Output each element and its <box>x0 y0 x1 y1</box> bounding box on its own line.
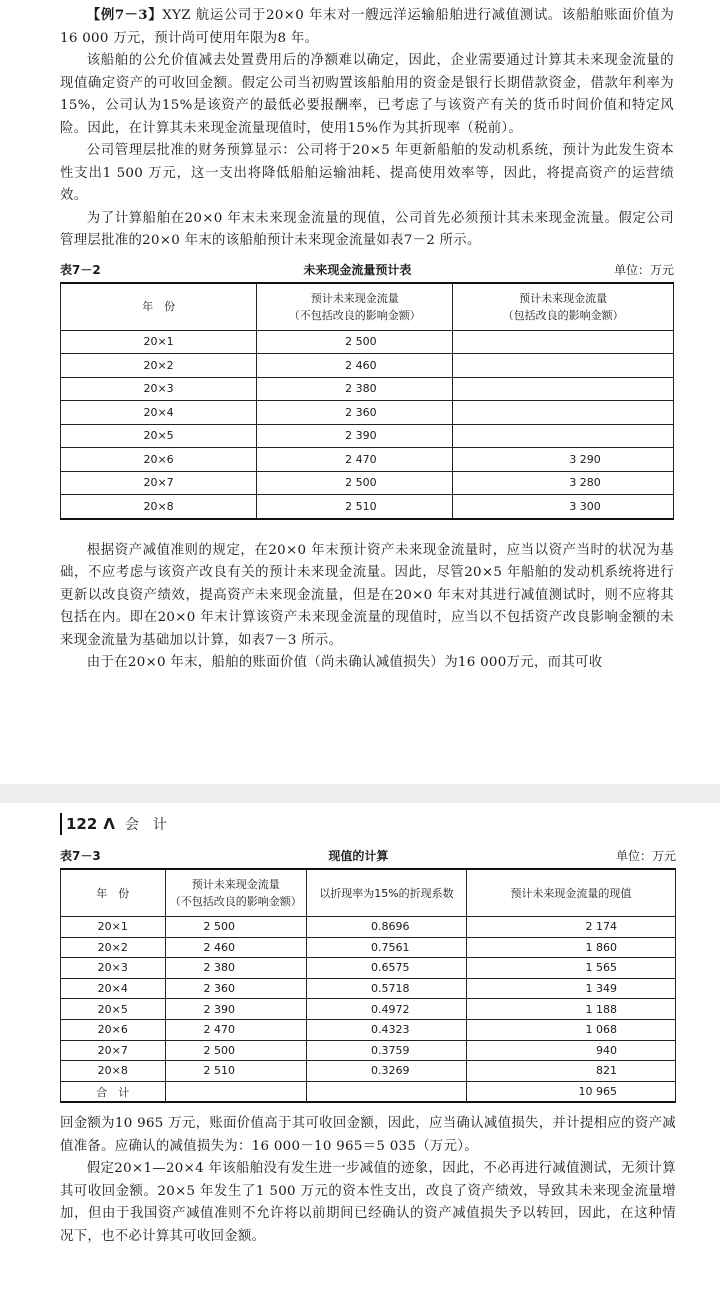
page-gap <box>0 784 720 803</box>
table-cell: 2 174 <box>466 917 675 938</box>
table-cell: 20×1 <box>61 330 257 354</box>
running-head <box>60 809 676 839</box>
page-number: 122 <box>66 815 98 833</box>
paragraph: 为了计算船舶在20×0 年末未来现金流量的现值，公司首先必须预计其未来现金流量。假定公司管理层批准的20×0 年末的该船舶预计未来现金流量如表7－2 所示。 <box>60 210 674 248</box>
table-cell: 20×3 <box>61 377 257 401</box>
table-row <box>61 448 674 472</box>
table-cell: 2 510 <box>165 1061 306 1082</box>
table-row <box>61 1040 676 1061</box>
column-header: 年 份 <box>61 283 257 331</box>
table-row <box>61 495 674 519</box>
table-cell: 2 460 <box>257 354 453 378</box>
table-cell: 2 360 <box>165 978 306 999</box>
table-cell: 20×6 <box>61 1019 166 1040</box>
present-value-table <box>60 868 676 1103</box>
table-cell: 0.3759 <box>306 1040 466 1061</box>
table-row <box>61 999 676 1020</box>
table-cell: 3 290 <box>453 448 674 472</box>
paragraph: 由于在20×0 年末，船舶的账面价值（尚未确认减值损失）为16 000万元，而其可收 <box>86 655 603 670</box>
table-unit: 单位：万元 <box>615 849 676 863</box>
table-cell: 1 349 <box>466 978 675 999</box>
table-cell: 2 390 <box>165 999 306 1020</box>
table-cell: 1 860 <box>466 937 675 958</box>
table-row <box>61 424 674 448</box>
table-cell: 20×7 <box>61 1040 166 1061</box>
table-unit: 单位：万元 <box>613 262 674 277</box>
table-cell: 2 500 <box>165 917 306 938</box>
book-title: 会计 <box>124 817 181 833</box>
table-cell: 2 500 <box>165 1040 306 1061</box>
table-caption <box>60 261 674 278</box>
table-cell <box>453 401 674 425</box>
table-cell: 2 460 <box>165 937 306 958</box>
table-cell: 20×4 <box>61 401 257 425</box>
column-header: 预计未来现金流量 （不包括改良的影响金额） <box>165 869 306 917</box>
table-cell: 20×3 <box>61 958 166 979</box>
table-row <box>61 1019 676 1040</box>
table-caption <box>60 847 676 864</box>
paragraph: 假定20×1—20×4 年该船舶没有发生进一步减值的迹象，因此，不必再进行减值测试，无须计算其可收回金额。20×5 年发生了1 500 万元的资本性支出，改良了资产绩效，导致其未来现金流量增加，但由于我国资产减值准则不允许将以前期间已经确认的资产减值损失予以转回，因此，在这种情况下，也不必计算其可收回金额。 <box>60 1161 676 1244</box>
table-cell: 0.8696 <box>306 917 466 938</box>
table-cell: 2 360 <box>257 401 453 425</box>
table-cell <box>453 424 674 448</box>
table-cell <box>165 1081 306 1102</box>
table-cell: 20×7 <box>61 471 257 495</box>
table-cell <box>453 354 674 378</box>
paragraph-text: XYZ 航运公司于20×0 年末对一艘远洋运输船舶进行减值测试。该船舶账面价值为16 000 万元，预计尚可使用年限为8 年。 <box>60 8 675 46</box>
table-cell: 合 计 <box>61 1081 166 1102</box>
table-cell: 1 188 <box>466 999 675 1020</box>
table-cell: 2 380 <box>165 958 306 979</box>
column-header: 预计未来现金流量 （包括改良的影响金额） <box>453 283 674 331</box>
table-cell: 20×6 <box>61 448 257 472</box>
table-row <box>61 937 676 958</box>
table-cell: 3 280 <box>453 471 674 495</box>
table-cell <box>453 330 674 354</box>
column-header: 预计未来现金流量 （不包括改良的影响金额） <box>257 283 453 331</box>
table-cell: 940 <box>466 1040 675 1061</box>
cash-flow-forecast-table <box>60 282 674 520</box>
table-label: 表7－2 <box>60 262 101 277</box>
table-cell: 1 068 <box>466 1019 675 1040</box>
table-cell: 0.4972 <box>306 999 466 1020</box>
publisher-logo-icon: Ʌ <box>103 815 115 833</box>
running-head-bar <box>60 813 62 835</box>
table-cell: 20×4 <box>61 978 166 999</box>
table-row <box>61 917 676 938</box>
table-cell: 3 300 <box>453 495 674 519</box>
page-two <box>0 803 720 1302</box>
table-row <box>61 1061 676 1082</box>
table-row <box>61 958 676 979</box>
table-cell: 2 380 <box>257 377 453 401</box>
column-header: 以折现率为15%的折现系数 <box>306 869 466 917</box>
table-cell: 0.7561 <box>306 937 466 958</box>
table-row <box>61 978 676 999</box>
table-row <box>61 471 674 495</box>
example-label: 【例7－3】 <box>86 7 163 23</box>
table-cell: 20×5 <box>61 999 166 1020</box>
table-cell: 20×5 <box>61 424 257 448</box>
paragraph: 公司管理层批准的财务预算显示：公司将于20×5 年更新船舶的发动机系统，预计为此发生资本性支出1 500 万元，这一支出将降低船舶运输油耗、提高使用效率等，因此，将提高资产的运营绩效。 <box>60 143 674 203</box>
table-cell: 20×8 <box>61 1061 166 1082</box>
paragraph: 根据资产减值准则的规定，在20×0 年末预计资产未来现金流量时，应当以资产当时的状况为基础，不应考虑与该资产改良有关的预计未来现金流量。因此，尽管20×5 年船舶的发动机系统将进行更新以改良资产绩效，提高资产未来现金流量，但是在20×0 年末对其进行减值测试时，则不应将其包括在内。即在20×0 年末计算该资产未来现金流量的现值时，应当以不包括资产改良影响金额的未来现金流量为基础加以计算，如表7－3 所示。 <box>60 542 674 648</box>
table-cell <box>453 377 674 401</box>
example-paragraph <box>60 4 674 50</box>
table-cell: 2 500 <box>257 471 453 495</box>
table-cell: 2 470 <box>165 1019 306 1040</box>
table-cell: 20×2 <box>61 937 166 958</box>
table-title: 现值的计算 <box>328 849 389 863</box>
table-cell: 20×1 <box>61 917 166 938</box>
table-cell: 20×8 <box>61 495 257 519</box>
table-row <box>61 401 674 425</box>
table-row <box>61 1081 676 1102</box>
table-label: 表7－3 <box>60 849 101 863</box>
table-cell: 821 <box>466 1061 675 1082</box>
table-cell: 2 510 <box>257 495 453 519</box>
table-cell: 20×2 <box>61 354 257 378</box>
table-cell: 10 965 <box>466 1081 675 1102</box>
table-cell: 1 565 <box>466 958 675 979</box>
column-header: 年 份 <box>61 869 166 917</box>
table-row <box>61 377 674 401</box>
table-row <box>61 330 674 354</box>
paragraph: 回金额为10 965 万元，账面价值高于其可收回金额，因此，应当确认减值损失，并计提相应的资产减值准备。应确认的减值损失为：16 000－10 965＝5 035（万元）。 <box>60 1116 676 1154</box>
table-cell: 0.4323 <box>306 1019 466 1040</box>
table-cell: 0.6575 <box>306 958 466 979</box>
table-cell: 2 390 <box>257 424 453 448</box>
table-cell <box>306 1081 466 1102</box>
table-cell: 2 470 <box>257 448 453 472</box>
table-title: 未来现金流量预计表 <box>303 262 412 277</box>
table-cell: 0.5718 <box>306 978 466 999</box>
table-cell: 2 500 <box>257 330 453 354</box>
paragraph: 该船舶的公允价值减去处置费用后的净额难以确定，因此，企业需要通过计算其未来现金流量的现值确定资产的可收回金额。假定公司当初购置该船舶用的资金是银行长期借款资金，借款年利率为15%，公司认为15%是该资产的最低必要报酬率，已考虑了与该资产有关的货币时间价值和特定风险。因此，在计算其未来现金流量现值时，使用15%作为其折现率（税前）。 <box>60 53 674 136</box>
table-row <box>61 354 674 378</box>
table-cell: 0.3269 <box>306 1061 466 1082</box>
column-header: 预计未来现金流量的现值 <box>466 869 675 917</box>
